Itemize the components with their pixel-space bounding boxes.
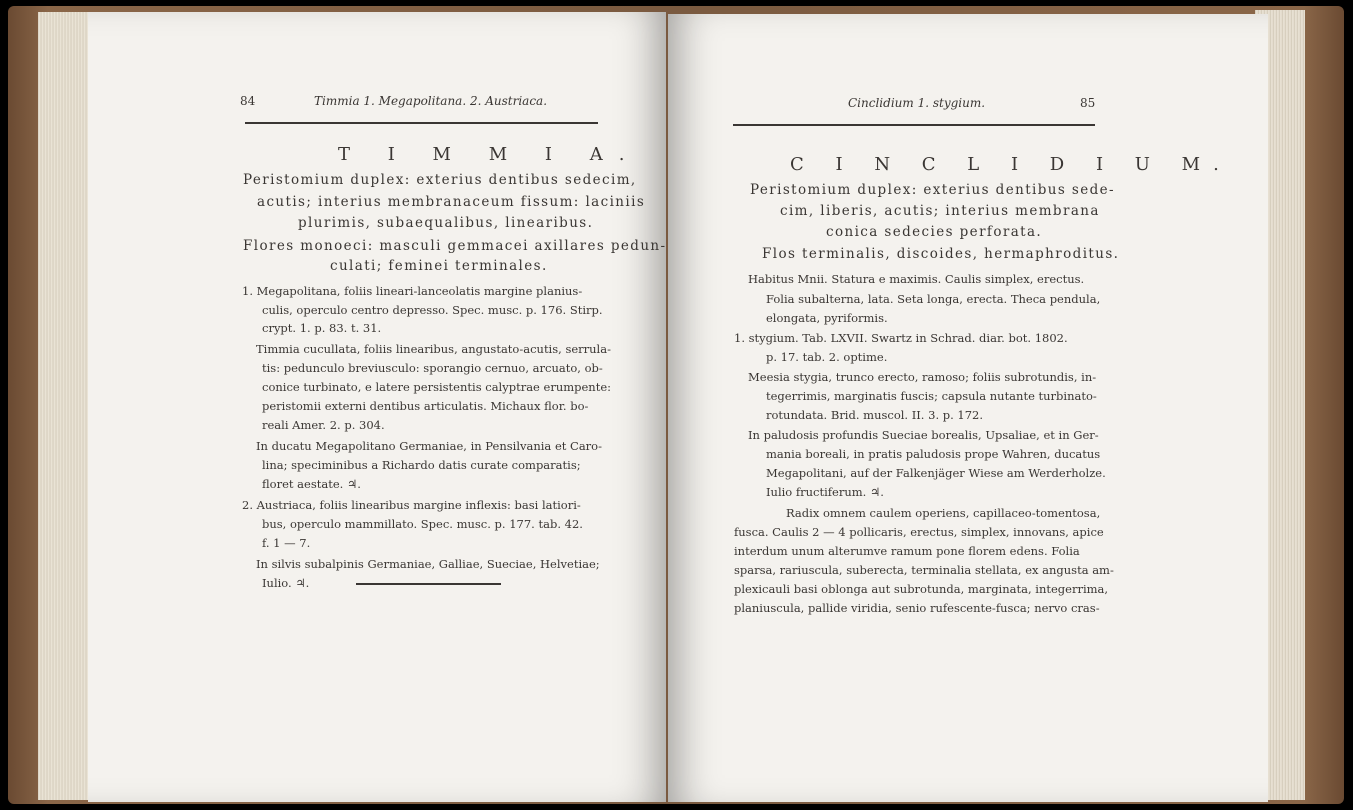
genus-title: C I N C L I D I U M. bbox=[790, 154, 1232, 175]
entry-line: elongata, pyriformis. bbox=[766, 311, 888, 325]
entry-line: bus, operculo mammillato. Spec. musc. p. 177. tab. 42. bbox=[262, 517, 583, 531]
entry-line: tegerrimis, marginatis fuscis; capsula nutante turbinato- bbox=[766, 389, 1097, 403]
description-line: Peristomium duplex: exterius dentibus sede- bbox=[750, 182, 1115, 198]
description-line: plurimis, subaequalibus, linearibus. bbox=[298, 215, 594, 231]
description-line: acutis; interius membranaceum fissum: laciniis bbox=[257, 194, 646, 210]
entry-line: Meesia stygia, trunco erecto, ramoso; foliis subrotundis, in- bbox=[748, 370, 1097, 384]
entry-line: p. 17. tab. 2. optime. bbox=[766, 350, 888, 364]
entry-line: Folia subalterna, lata. Seta longa, erecta. Theca pendula, bbox=[766, 292, 1101, 306]
entry-line: floret aestate. ♃. bbox=[262, 477, 361, 491]
entry-line: fusca. Caulis 2 — 4 pollicaris, erectus, simplex, innovans, apice bbox=[734, 525, 1104, 539]
entry-line: lina; speciminibus a Richardo datis curate comparatis; bbox=[262, 458, 581, 472]
entry-line: peristomii externi dentibus articulatis. Michaux flor. bo- bbox=[262, 399, 589, 413]
description-line: cim, liberis, acutis; interius membrana bbox=[780, 203, 1100, 219]
entry-line: rotundata. Brid. muscol. II. 3. p. 172. bbox=[766, 408, 984, 422]
entry-line: Iulio fructiferum. ♃. bbox=[766, 485, 884, 499]
entry-line: In ducatu Megapolitano Germaniae, in Pensilvania et Caro- bbox=[256, 439, 602, 453]
entry-line: tis: pedunculo breviusculo: sporangio cernuo, arcuato, ob- bbox=[262, 361, 603, 375]
end-rule bbox=[356, 583, 501, 585]
entry-line: Iulio. ♃. bbox=[262, 576, 310, 590]
entry-line: Megapolitani, auf der Falkenjäger Wiese am Werderholze. bbox=[766, 466, 1106, 480]
entry-line: mania boreali, in pratis paludosis prope Wahren, ducatus bbox=[766, 447, 1101, 461]
entry-line: reali Amer. 2. p. 304. bbox=[262, 418, 385, 432]
entry-line: culis, operculo centro depresso. Spec. musc. p. 176. Stirp. bbox=[262, 303, 603, 317]
entry-line: conice turbinato, e latere persistentis calyptrae erumpente: bbox=[262, 380, 612, 394]
entry-line: f. 1 — 7. bbox=[262, 536, 311, 550]
entry-line: Habitus Mnii. Statura e maximis. Caulis simplex, erectus. bbox=[748, 272, 1085, 286]
description-line: Peristomium duplex: exterius dentibus sedecim, bbox=[243, 172, 637, 188]
entry-line: sparsa, rariuscula, suberecta, terminalia stellata, ex angusta am- bbox=[734, 563, 1114, 577]
entry-line: Radix omnem caulem operiens, capillaceo-tomentosa, bbox=[786, 506, 1101, 520]
entry-line: 1. Megapolitana, foliis lineari-lanceolatis margine planius- bbox=[242, 284, 583, 298]
entry-line: interdum unum alterumve ramum pone florem edens. Folia bbox=[734, 544, 1080, 558]
description-line: Flos terminalis, discoides, hermaphroditus. bbox=[762, 246, 1120, 262]
entry-line: crypt. 1. p. 83. t. 31. bbox=[262, 321, 382, 335]
description-line: conica sedecies perforata. bbox=[826, 224, 1043, 240]
running-head: Timmia 1. Megapolitana. 2. Austriaca. bbox=[314, 94, 548, 108]
page-number: 84 bbox=[240, 94, 256, 108]
entry-line: planiuscula, pallide viridia, senio rufescente-fusca; nervo cras- bbox=[734, 601, 1100, 615]
entry-line: In silvis subalpinis Germaniae, Galliae, Sueciae, Helvetiae; bbox=[256, 557, 600, 571]
entry-line: In paludosis profundis Sueciae borealis, Upsaliae, et in Ger- bbox=[748, 428, 1099, 442]
genus-title: T I M M I A. bbox=[338, 144, 641, 165]
entry-line: plexicauli basi oblonga aut subrotunda, marginata, integerrima, bbox=[734, 582, 1109, 596]
entry-line: 1. stygium. Tab. LXVII. Swartz in Schrad. diar. bot. 1802. bbox=[734, 331, 1068, 345]
header-rule bbox=[733, 124, 1095, 126]
header-rule bbox=[245, 122, 598, 124]
entry-line: 2. Austriaca, foliis linearibus margine inflexis: basi latiori- bbox=[242, 498, 581, 512]
entry-line: Timmia cucullata, foliis linearibus, angustato-acutis, serrula- bbox=[256, 342, 611, 356]
running-head: Cinclidium 1. stygium. bbox=[848, 96, 986, 110]
description-line: Flores monoeci: masculi gemmacei axillares pedun- bbox=[243, 238, 667, 254]
page-number: 85 bbox=[1080, 96, 1096, 110]
description-line: culati; feminei terminales. bbox=[330, 258, 548, 274]
